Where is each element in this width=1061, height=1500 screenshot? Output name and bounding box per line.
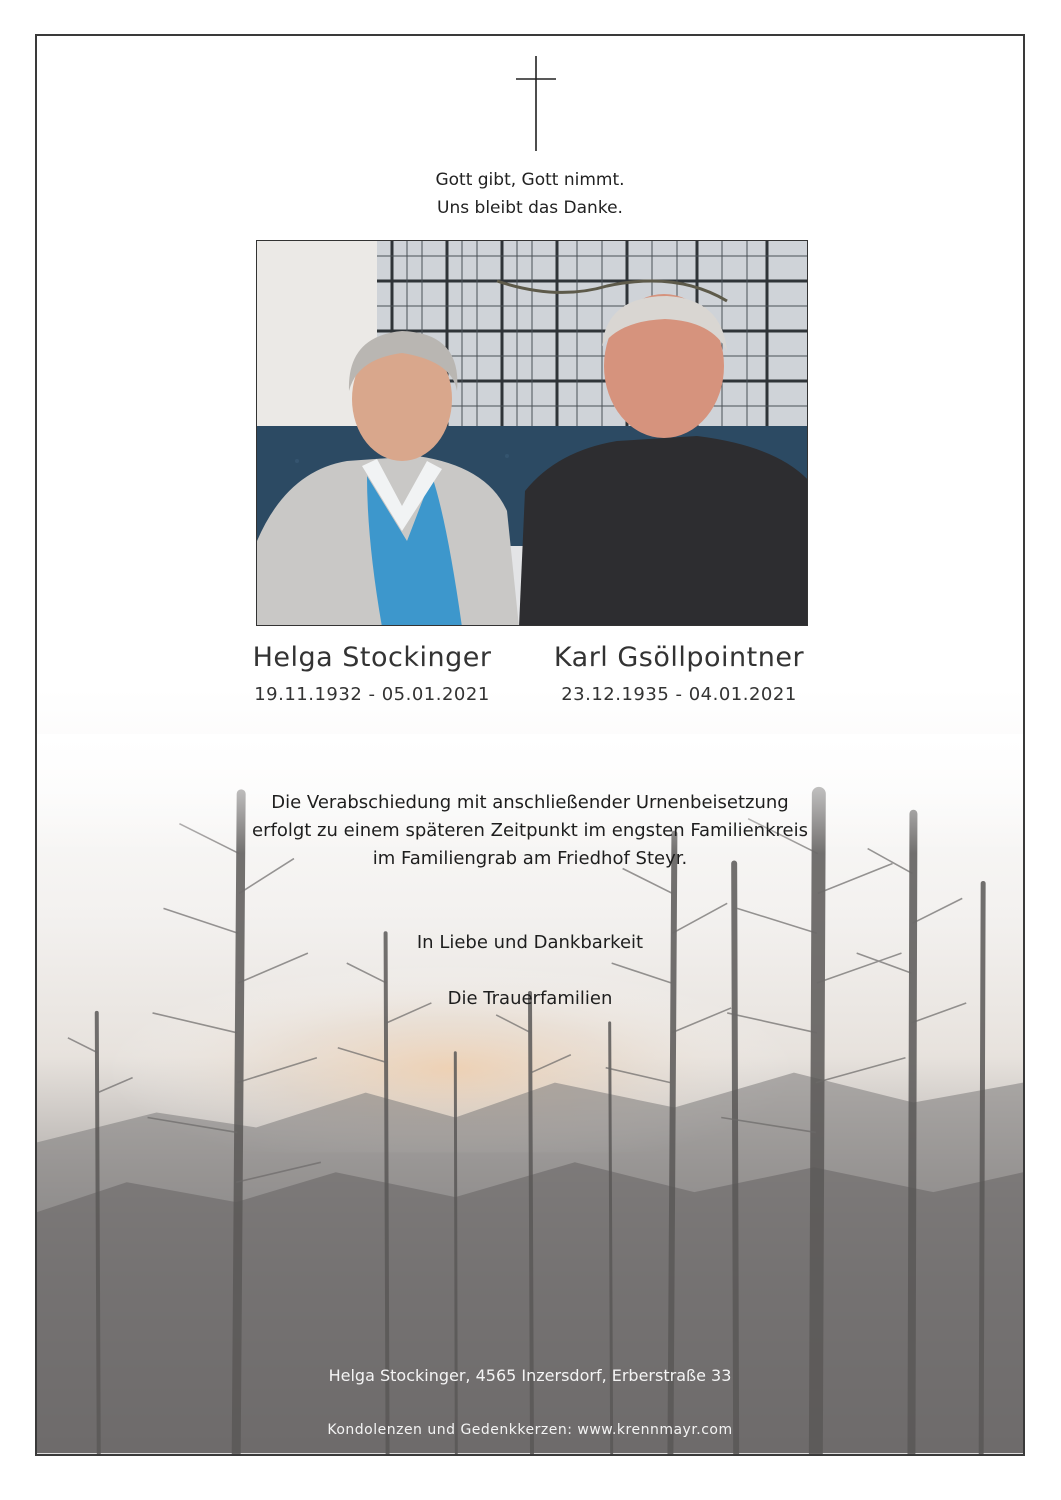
motto-line-1: Gott gibt, Gott nimmt. (435, 170, 625, 190)
deceased-1-name: Helga Stockinger (252, 642, 492, 673)
parte-card (35, 34, 1025, 1456)
motto-line-2: Uns bleibt das Danke. (437, 198, 623, 218)
announcement-line-3: im Familiengrab am Friedhof Steyr. (372, 848, 688, 869)
closing-greeting: In Liebe und Dankbarkeit (416, 932, 644, 953)
deceased-2-name: Karl Gsöllpointner (553, 642, 805, 673)
footer-address: Helga Stockinger, 4565 Inzersdorf, Erberstraße 33 (328, 1366, 732, 1385)
cross-icon (516, 56, 556, 151)
announcement-line-2: erfolgt zu einem späteren Zeitpunkt im engsten Familienkreis (252, 820, 808, 841)
deceased-2-dates: 23.12.1935 - 04.01.2021 (561, 684, 797, 705)
deceased-1-dates: 19.11.1932 - 05.01.2021 (254, 684, 490, 705)
footer-condolence-link[interactable]: Kondolenzen und Gedenkkerzen: www.krennmayr.com (327, 1422, 733, 1438)
announcement-line-1: Die Verabschiedung mit anschließender Urnenbeisetzung (271, 792, 789, 813)
couple-photo (256, 240, 808, 626)
closing-signature: Die Trauerfamilien (447, 988, 613, 1009)
